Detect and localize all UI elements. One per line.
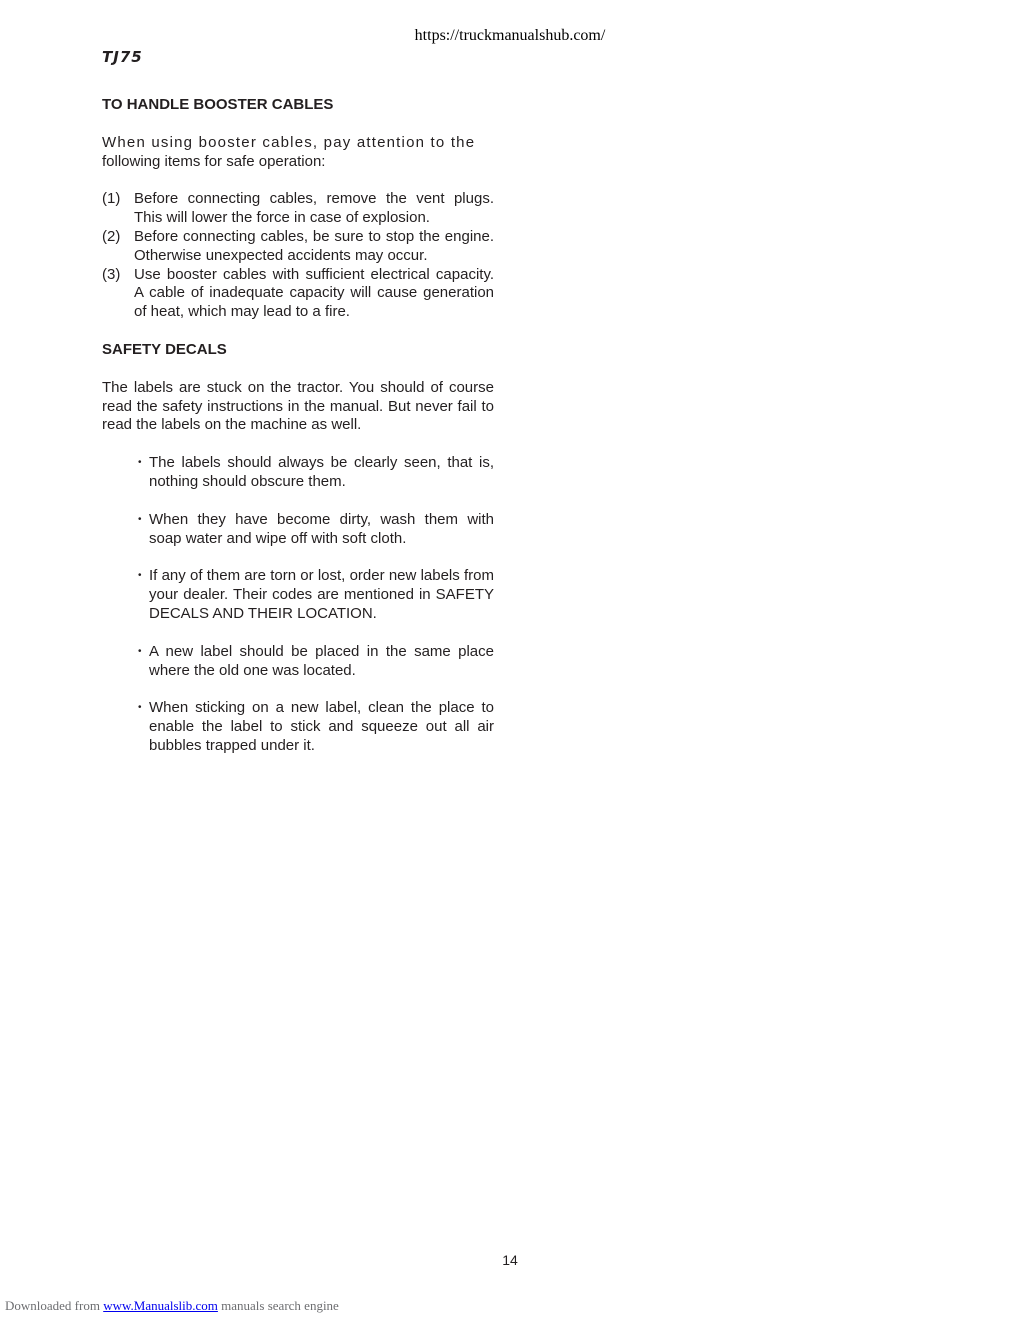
item-number: (3) [102,265,121,283]
list-item [102,228,494,266]
booster-precautions-list [102,190,494,322]
download-footer [5,1298,339,1314]
bullet-icon: • [138,513,142,525]
booster-intro [102,134,494,172]
list-item [138,454,494,492]
bullet-icon: • [138,702,142,714]
model-name: TJ75 [102,48,143,66]
item-number: (1) [102,190,121,208]
list-item [138,511,494,549]
booster-intro-line-2: following items for safe operation: [102,152,326,170]
bullet-text: The labels should always be clearly seen, that is, nothing should obscure them. [149,454,494,490]
list-item [138,643,494,681]
safety-decals-heading: SAFETY DECALS [102,340,227,358]
item-text: Use booster cables with sufficient electrical capacity. A cable of inadequate capacity will cause generation of heat, which may lead to a fire. [134,265,494,321]
content-column [102,96,494,756]
bullet-text: If any of them are torn or lost, order new labels from your dealer. Their codes are mentioned in SAFETY DECALS AND THEIR LOCATION. [149,567,494,622]
safety-decals-intro: The labels are stuck on the tractor. You should of course read the safety instructions in the manual. But never fail to read the labels on the machine as well. [102,378,494,434]
footer-suffix: manuals search engine [221,1298,339,1313]
bullet-icon: • [138,570,142,582]
item-text: Before connecting cables, remove the vent plugs. This will lower the force in case of explosion. [134,190,494,227]
decal-care-list [102,454,494,756]
item-text: Before connecting cables, be sure to stop the engine. Otherwise unexpected accidents may occur. [134,227,494,264]
bullet-text: When they have become dirty, wash them with soap water and wipe off with soft cloth. [149,510,494,547]
source-url: https://truckmanualshub.com/ [414,27,606,44]
footer-prefix: Downloaded from [5,1298,100,1313]
bullet-text: When sticking on a new label, clean the place to enable the label to stick and squeeze out all air bubbles trapped under it. [149,699,494,754]
manualslib-link[interactable]: www.Manualslib.com [103,1298,218,1313]
bullet-text: A new label should be placed in the same place where the old one was located. [149,642,494,679]
list-item [102,266,494,322]
item-number: (2) [102,227,121,245]
booster-intro-line-1: When using booster cables, pay attention to the [102,133,476,151]
list-item [138,567,494,623]
booster-cables-heading: TO HANDLE BOOSTER CABLES [102,96,334,113]
list-item [138,699,494,755]
page-number: 14 [502,1252,518,1268]
list-item [102,190,494,228]
bullet-icon: • [138,645,142,657]
bullet-icon: • [138,457,142,469]
